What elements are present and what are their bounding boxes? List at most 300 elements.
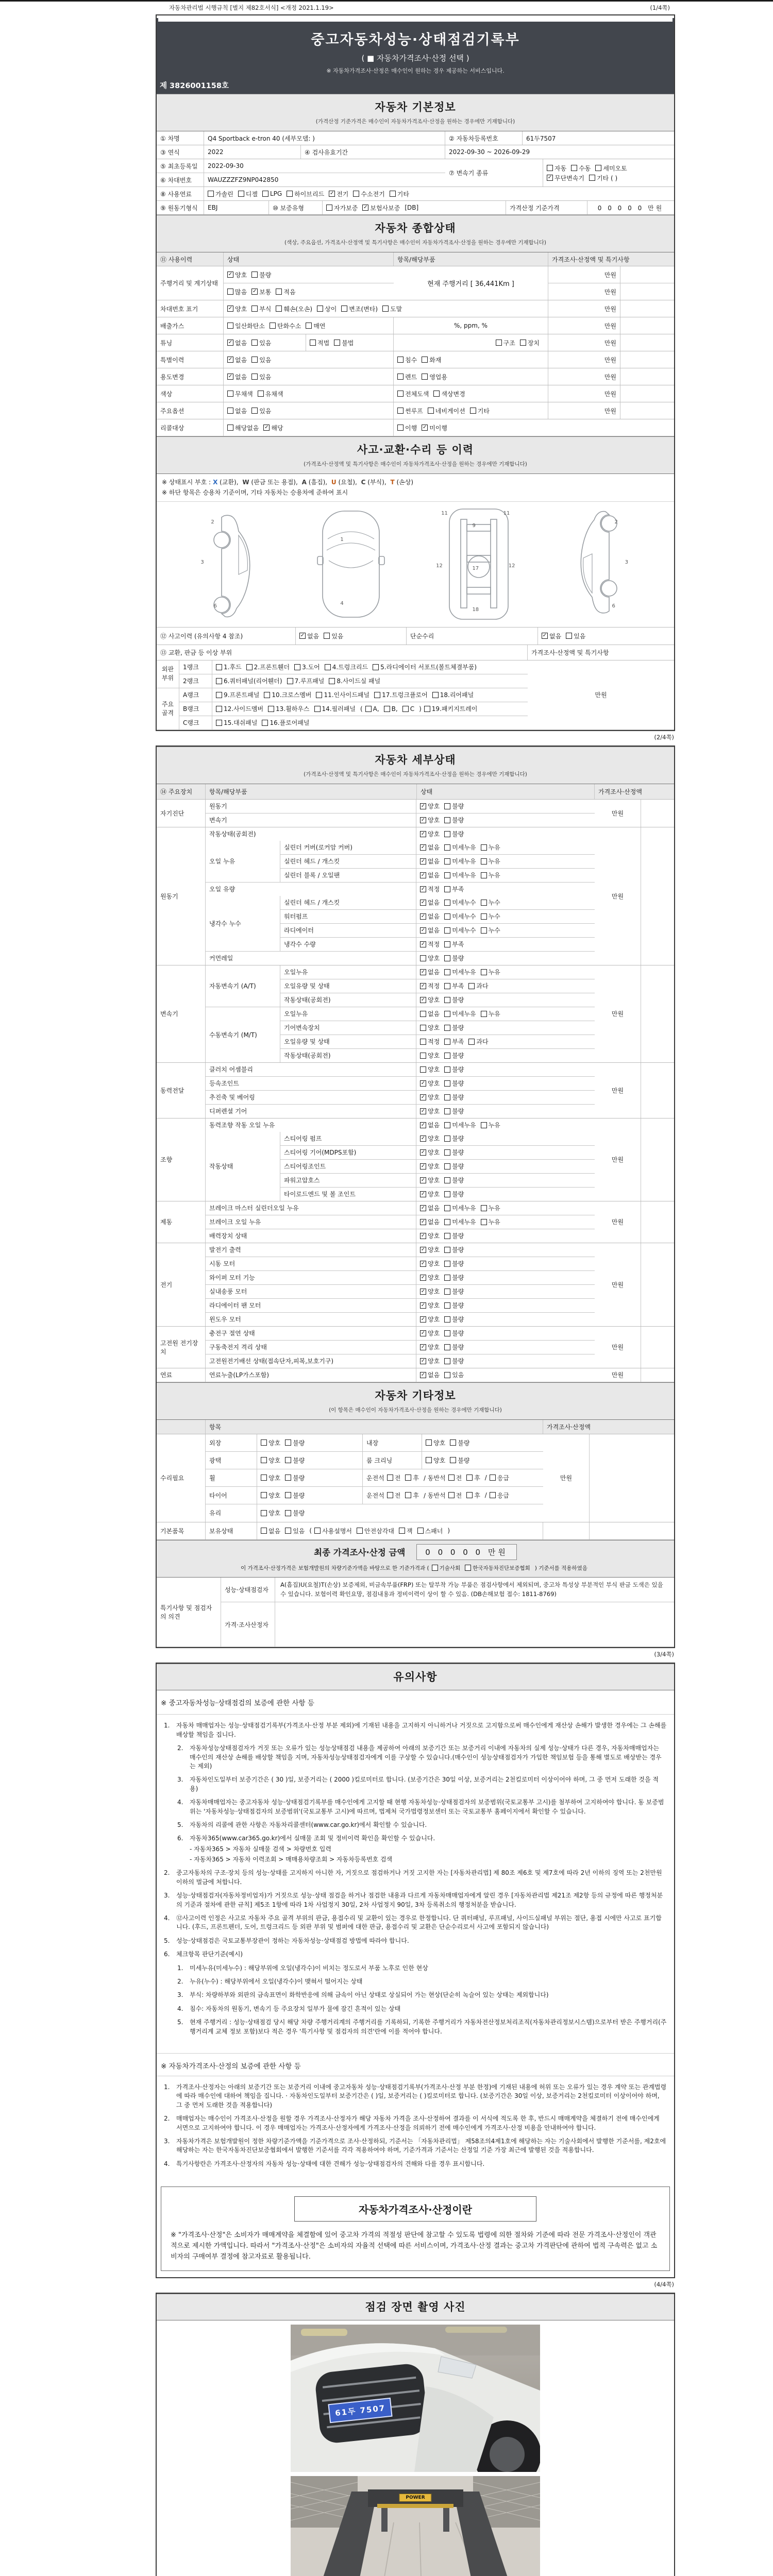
subgroup-label: 작동상태 [206,1132,280,1201]
checkbox-unchecked [420,1023,440,1032]
section-title-detail: 자동차 세부상태 [375,753,456,766]
checkbox-mark: ✓ [421,886,426,892]
checkbox-mark: ✓ [421,1358,426,1364]
notice-list-2 [157,2076,674,2178]
checkbox-mark [444,955,450,961]
field-label-year: ③ 연식 [157,145,204,159]
checkbox-unchecked [261,1438,280,1447]
notice-item-text: 체크항목 판단기준(예시) [176,1951,243,1958]
checkbox-mark [246,664,253,670]
checkbox-unchecked [444,1065,464,1074]
price-unit: 만원 [543,1434,590,1522]
checkbox-label: 양호 [428,1330,440,1337]
checkbox-mark [520,340,526,346]
field-value-year: 2022 [204,145,301,159]
checkbox-label: 부족 [452,982,464,990]
price-unit: 만원 [595,800,641,827]
checkbox-unchecked [444,1134,464,1143]
checkbox-unchecked [417,1527,443,1535]
accident-history-table [157,628,674,730]
item-status [416,1021,595,1035]
checkbox-mark: ✓ [421,817,426,823]
checkbox-unchecked [326,204,358,212]
checkbox-label: 없음 [307,632,320,640]
checkbox-label: 양호 [428,1149,440,1157]
checkbox-label: 13.휠하우스 [276,705,310,713]
appraiser-remarks-text [275,1602,674,1647]
checkbox-mark [433,391,440,397]
diagram-number: 12 [508,563,515,569]
basic-info-table [157,131,674,215]
checkbox-label: 없음 [235,339,247,347]
item-status [416,814,595,827]
item-status [416,1313,595,1326]
checkbox-label: 있음 [259,339,272,347]
col-header-item: 항목/해당부품 [394,252,548,266]
checkbox-label: 양호 [433,1439,446,1447]
item-status [416,1146,595,1159]
checkbox-unchecked [261,1456,280,1465]
price-note-blank [641,1118,674,1201]
detail-row [280,910,595,924]
checkbox-unchecked [334,338,354,347]
item-label: 실린더 블록 / 오일팬 [280,869,416,882]
price-unit: 만원 [548,283,620,300]
field-label-vin: ⑥ 차대번호 [157,173,204,187]
notice-item-number: 2. [164,1869,170,1877]
checkbox-mark [365,706,372,712]
detail-row [280,1160,595,1174]
vin-marking-checks [224,300,548,317]
diagram-number: 11 [441,510,448,516]
checkbox-checked [420,981,440,990]
checkbox-unchecked [294,663,320,671]
price-note-blank [641,1327,674,1368]
checkbox-mark: ✓ [421,1122,426,1128]
item-label: 냉각수 수량 [280,938,416,951]
checkbox-label: 8.사이드실 패널 [337,677,381,685]
checkbox-mark [268,706,274,712]
item-status [416,827,595,841]
checkbox-checked [420,857,440,866]
checkbox-unchecked [481,1204,500,1212]
checkbox-unchecked [444,1107,464,1115]
checkbox-unchecked [444,995,464,1004]
item-label: 파워고압호스 [280,1174,416,1187]
item-status [416,979,595,993]
item-status [416,1257,595,1270]
row-usage-change [157,368,674,385]
checkbox-mark [444,1025,450,1031]
checkbox-mark [571,165,577,171]
subgroup-rows [280,1132,595,1201]
checkbox-unchecked [444,802,464,810]
checkbox-label: 17.트렁크플로어 [382,691,428,699]
field-label-regno: ② 자동차등록번호 [445,131,523,145]
checkbox-unchecked [444,1190,464,1198]
legend-text: (손상) [394,479,414,486]
price-note-blank [590,1522,674,1539]
checkbox-label: 불량 [452,1094,464,1101]
checkbox-unchecked [373,663,477,671]
checkbox-label: 보통 [259,288,272,296]
section-head-notice [157,1664,674,1690]
checkbox-mark [374,692,380,698]
checkbox-label: 없음 [428,844,440,852]
checkbox-mark [444,858,450,865]
checkbox-unchecked [287,676,325,685]
usage-kind-checks [394,368,548,385]
row-mileage [157,266,674,300]
checkbox-label: 불량 [452,955,464,962]
notice-item-subtext: - 자동차365 > 자동차 이력조회 > 매매용차량조회 > 자동차등록번호 검색 [190,1856,393,1863]
checkbox-label: 양호 [428,803,440,810]
checkbox-label: 불량 [452,1052,464,1060]
page-marker-2: (2/4쪽) [654,733,674,741]
diagram-number: 6 [213,603,217,609]
tuning-kind-checks [394,334,548,351]
detail-row [280,1007,595,1021]
checkbox-mark [566,633,572,639]
price-unit: 만원 [548,266,620,283]
detail-row [206,1077,595,1091]
group-electric [157,1243,674,1327]
rank2-label: 2랭크 [179,674,212,688]
checkbox-unchecked [405,1491,419,1500]
checkbox-mark [324,633,330,639]
checkbox-mark: ✓ [421,1371,426,1378]
checkbox-mark: ✓ [421,1177,426,1183]
inspection-photo-front [291,2325,540,2472]
checkbox-unchecked [264,690,311,699]
other-info-table [157,1420,674,1540]
item-label: 타이로드엔드 및 볼 조인트 [280,1188,416,1201]
checkbox-label: 누유 [488,1122,500,1129]
checkbox-mark [481,844,487,851]
checkbox-unchecked [444,1217,476,1226]
item-label: 실린더 커버(로커암 커버) [280,841,416,854]
checkbox-label: 있음 [331,632,344,640]
checkbox-checked [420,1231,440,1240]
checkbox-mark [444,1149,450,1156]
inline-text: ( [360,705,363,713]
checkbox-unchecked [444,829,464,838]
checkbox-label: 불법 [342,339,354,347]
checkbox-unchecked [208,190,233,198]
table-row [157,145,674,159]
checkbox-label: 침수 [405,356,417,364]
parts-price-unit: 만원 [595,691,607,699]
checkbox-checked [362,204,400,212]
group-label: 제동 [157,1201,206,1243]
checkbox-unchecked [490,1473,509,1482]
section-subtitle-overall: (색상, 주요옵션, 가격조사·산정액 및 특기사항은 매수인이 자동차가격조사·산정을 원하는 경우에만 기재합니다) [284,240,546,246]
checkbox-label: 한국자동차진단보증협회 [473,1565,530,1571]
notice-subsection1-title: ※ 중고자동차성능·상태점검의 보증에 관한 사항 등 [157,1690,674,1715]
checkbox-mark [402,706,409,712]
checkbox-mark [227,425,233,431]
checkbox-unchecked [341,304,378,313]
inline-text: ) 기준서를 적용하였음 [534,1565,587,1571]
checkbox-mark [261,1439,267,1446]
price-unit: 만원 [595,1118,641,1201]
notice-item-text: 성능·상태점검자(자동차정비업자)가 거짓으로 성능·상태 점검을 하거나 점검한 내용과 다르게 자동차매매업자에게 알린 경우 [자동차관리법 제21조 제2항 등의 규정에 따른 행정처분의 기준과 절차에 관한 규칙] 제5조 1항에 따라 1차 사업정지 30일, 2차 사업정지 90일, 3차 등록취소의 행정처분을 받습니다. [176,1892,663,1908]
checkbox-mark [314,706,321,712]
checkbox-unchecked [216,704,263,713]
notice-item-number: 3. [177,1776,183,1784]
checkbox-label: 누유 [488,969,500,976]
section-title-overall: 자동차 종합상태 [375,222,456,234]
legend-symbol: T [390,479,395,486]
group-rows [206,1201,595,1243]
page-marker-3: (3/4쪽) [654,1651,674,1658]
row-vin-marking [157,300,674,317]
checkbox-checked [329,190,348,198]
checkbox-mark [444,969,450,975]
tuning-legal-checks [306,334,394,351]
checkbox-mark: ✓ [421,1232,426,1239]
checkbox-checked [542,632,561,640]
checkbox-mark [325,664,331,670]
checkbox-mark: ✓ [421,1108,426,1114]
checkbox-label: 기타 ( ) [596,174,618,182]
car-underbody-view [440,506,517,622]
notice-item-text: 자동차매매업자는 중고자동차 성능·상태점검기록부를 매수인에게 고지할 때 현행 자동차성능·상태점검자의 보증범위(국토교통부 고시)를 첨부하여 고지하여야 합니다. 동 보증범위는 '자동차성능·상태점검자의 보증범위'(국토교통부 고시)에 따르며, 법제처 국가법령정보센터 또는 국토교통부 홈페이지에서 확인할 수 있습니다. [190,1799,664,1815]
checkbox-unchecked [258,389,283,398]
checkbox-unchecked [397,389,429,398]
checkbox-label: 양호 [268,1439,281,1447]
inline-text: [DB] [405,204,419,211]
repair-rows [206,1434,543,1522]
notice-item-number: 1. [164,2083,170,2091]
field-value-base-price: 0 0 0 0 0 만원 [597,204,664,212]
checkbox-unchecked [420,1009,440,1018]
checkbox-unchecked [444,871,476,879]
checkbox-unchecked [444,968,476,976]
field-value-inspection-period: 2022-09-30 ~ 2026-09-29 [449,148,530,156]
checkbox-checked [420,1301,440,1310]
field-label-base-price: 가격산정 기준가격 [506,201,587,214]
notice-item-text: 침수: 자동차의 원동기, 변속기 등 주요장치 일부가 물에 잠긴 흔적이 있는 상태 [190,2005,401,2012]
checkbox-unchecked [390,190,409,198]
price-note-blank [620,402,674,419]
checkbox-label: 누유 [488,872,500,879]
item-label: 디퍼렌셜 기어 [206,1105,416,1118]
outer-panel-rows [179,660,528,688]
checkbox-mark [444,1053,450,1059]
checkbox-label: 양호 [428,817,440,824]
checkbox-unchecked [262,190,282,197]
checkbox-mark: ✓ [329,191,334,196]
checkbox-mark [329,678,335,684]
option-kind-checks [394,402,548,419]
remarks-row [157,1578,674,1648]
checkbox-label: 1.후드 [224,664,242,671]
checkbox-mark [496,340,502,346]
checkbox-mark: ✓ [421,1330,426,1336]
checkbox-mark [373,664,379,670]
price-note-blank [620,317,674,334]
group-fuel [157,1368,674,1382]
checkbox-label: 양호 [428,1191,440,1198]
checkbox-mark [444,941,450,947]
checkbox-mark: ✓ [300,633,305,639]
field-value-first-reg: 2022-09-30 [208,162,244,170]
checkbox-checked [420,1093,440,1101]
item-status [416,1091,595,1104]
checkbox-unchecked [276,287,295,296]
col-header-blank [157,1420,206,1434]
checkbox-label: 불량 [452,1135,464,1143]
exterior-checks [257,1434,363,1451]
checkbox-unchecked [216,663,242,671]
checkbox-checked [420,968,440,976]
checkbox-mark [258,391,264,397]
checkbox-mark [444,1358,450,1364]
checkbox-label: 가솔린 [215,190,233,198]
checkbox-mark [353,191,359,197]
checkbox-unchecked [466,1491,480,1500]
form-sheet [156,14,675,2576]
checkbox-label: C [410,705,415,713]
checkbox-label: 없음 [235,407,247,415]
checkbox-unchecked [216,718,257,727]
checkbox-checked [227,372,247,381]
detail-row [206,1229,595,1243]
checkbox-label: 적음 [283,288,296,296]
checkbox-mark [444,817,450,823]
checkbox-label: 없음 [268,1527,281,1535]
row-tuning [157,334,674,351]
legend-prefix: ※ 상태표시 부호 : [162,479,211,486]
col-header-price: 가격조사·산정액 [543,1420,674,1434]
checkbox-mark [387,1492,393,1498]
checkbox-mark [397,425,404,431]
checkbox-mark: ✓ [421,1205,426,1211]
notice-item-text: 자동차성능상태점검자가 거짓 또는 오류가 있는 성능상태점검 내용을 제공하여 아래의 보증기간 또는 보증거리 이내에 자동차의 실제 성능·상태가 다른 경우, 자동차매매업자는 매수인의 재산상 손해를 배상할 책임을 지며, 자동차성능상태점검자에게 이를 구상할 수 있습니다.(매수인이 성능상태점검자가 가입한 책임보험 등을 통해 별도로 배상받는 경우는 제외) [190,1744,662,1770]
outer-panel-group [157,660,528,688]
inline-text: ) [419,705,422,713]
checkbox-unchecked [468,1037,488,1046]
checkbox-mark [490,1492,496,1498]
notice-item [177,1991,667,1999]
checkbox-unchecked [402,705,414,713]
exterior-label: 외장 [206,1434,257,1451]
item-label: 배력장치 상태 [206,1229,416,1243]
price-unit: 만원 [548,334,620,351]
checkbox-mark [390,191,396,197]
checkbox-checked [420,1245,440,1254]
diagram-number: 3 [625,559,628,565]
checkbox-unchecked [387,1473,401,1482]
final-price-line [160,1544,671,1560]
checkbox-label: A, [373,705,379,713]
checkbox-mark: ✓ [422,425,427,430]
glass-label: 유리 [206,1504,257,1522]
item-status [416,855,595,868]
checkbox-unchecked [216,690,259,699]
engine-commonrail-row [206,952,595,965]
checkbox-unchecked [420,1065,440,1074]
checkbox-mark [261,1457,267,1463]
notice-item-number: 6. [177,1835,183,1842]
checkbox-mark [216,664,222,670]
checkbox-label: 양호 [428,955,440,962]
notice-item-subtext: - 자동차365 > 자동차 실매물 검색 > 차량번호 입력 [190,1845,331,1853]
checkbox-label: 부족 [452,886,464,893]
checkbox-mark [444,913,450,920]
item-label: 실내송풍 모터 [206,1285,416,1298]
checkbox-mark: ✓ [542,633,547,639]
checkbox-label: 과다 [476,1038,489,1046]
notice-item [177,1834,667,1864]
inspector-label: 성능·상태점검자 [221,1578,275,1602]
checkbox-label: 3.도어 [302,664,320,671]
checkbox-label: 불량 [452,1246,464,1254]
checkbox-label: 10.크로스멤버 [272,691,312,699]
legend-symbol: X [213,479,218,486]
checkbox-mark [397,391,404,397]
notice-item-text: 자동차 매매업자는 성능·상태점검기록부(가격조사·산정 부분 제외)에 기재된 내용을 고지하지 아니하거나 거짓으로 고지함으로써 매수인에게 재산상 손해가 발생한 경우에는 그 손해를 배상할 책임을 집니다. [176,1722,667,1738]
checkbox-mark [384,706,390,712]
detail-row [280,1188,595,1201]
checkbox-unchecked [481,1121,500,1129]
checkbox-checked [420,1134,440,1143]
checkbox-mark [470,408,476,414]
checkbox-unchecked [444,1148,464,1157]
notice-item-number: 3. [177,1991,183,1999]
checkbox-label: 불량 [452,1024,464,1032]
notice-item-number: 2. [177,1978,183,1985]
checkbox-mark [397,357,404,363]
checkbox-mark: ✓ [421,858,426,864]
checkbox-mark: ✓ [264,425,269,430]
checkbox-unchecked [444,1231,464,1240]
table-row [548,266,674,283]
checkbox-unchecked [444,1093,464,1101]
item-status [416,1118,595,1132]
group-steering [157,1118,674,1201]
checkbox-label: 일산화탄소 [235,322,265,330]
item-status [416,1299,595,1312]
section-subtitle-accident: (가격조사·산정액 및 특기사항은 매수인이 자동차가격조사·산정을 원하는 경우에만 기재합니다) [304,461,527,467]
detail-row [206,800,595,814]
checkbox-mark [262,191,268,197]
photo-front-illustration [291,2325,540,2472]
final-price-bar [157,1540,674,1578]
checkbox-mark [251,306,258,312]
checkbox-label: 양호 [428,1260,440,1268]
checkbox-mark [227,391,233,397]
checkbox-label: 양호 [428,1344,440,1351]
checkbox-mark [444,1344,450,1350]
checkbox-mark: ✓ [421,1274,426,1280]
subgroup-label: 수동변속기 (M/T) [206,1007,280,1062]
checkbox-label: 불량 [452,1177,464,1184]
checkbox-mark [420,1025,426,1031]
checkbox-label: 훼손(오손) [283,305,313,313]
price-unit: 만원 [548,317,620,334]
inline-text: 운전석 [366,1492,384,1499]
checkbox-label: 적정 [428,1038,440,1046]
checkbox-unchecked [424,704,478,713]
checkbox-label: 불량 [452,1330,464,1337]
notice-item-number: 5. [164,1937,170,1944]
row-exterior-interior [206,1434,543,1452]
checkbox-mark [444,997,450,1003]
item-status [416,883,595,896]
section-head-accident [157,436,674,474]
